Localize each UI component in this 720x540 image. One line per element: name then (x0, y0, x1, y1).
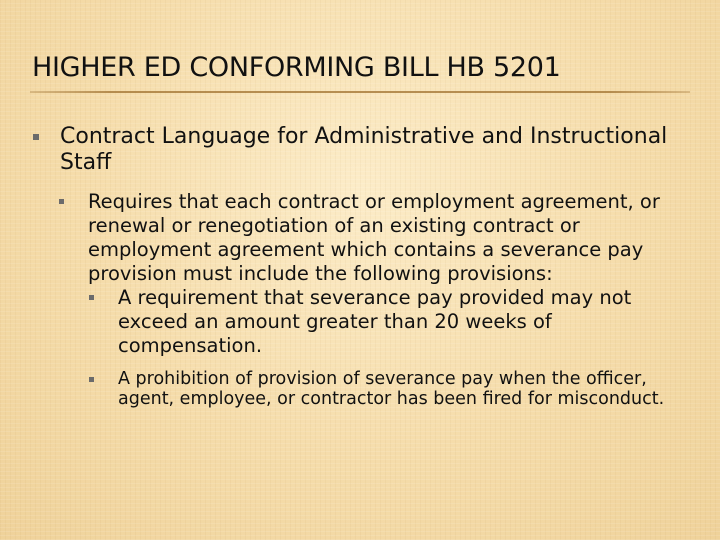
bullet-level-2 (58, 190, 698, 409)
bullet-text: A prohibition of provision of severance pay when the officer, agent, employee, or contractor has been fired for misconduct. (118, 369, 665, 409)
bullet-level-1 (30, 124, 698, 409)
square-bullet-icon (33, 134, 39, 140)
square-bullet-icon (89, 377, 94, 382)
title-underline (30, 91, 690, 93)
bullet-text: Requires that each contract or employment agreement, or renewal or renegotiation of an existing contract or employment agreement which contains a severance pay provision must include the following provisions: (88, 190, 660, 285)
square-bullet-icon (59, 199, 64, 204)
bullet-level-3 (88, 369, 698, 409)
slide-title: HIGHER ED CONFORMING BILL HB 5201 (32, 52, 561, 83)
bullet-text: A requirement that severance pay provided may not exceed an amount greater than 20 weeks of compensation. (118, 286, 632, 357)
bullet-text: Contract Language for Administrative and Instructional Staff (60, 124, 668, 175)
bullet-level-3 (88, 286, 698, 358)
square-bullet-icon (89, 295, 94, 300)
slide-body (30, 124, 698, 409)
